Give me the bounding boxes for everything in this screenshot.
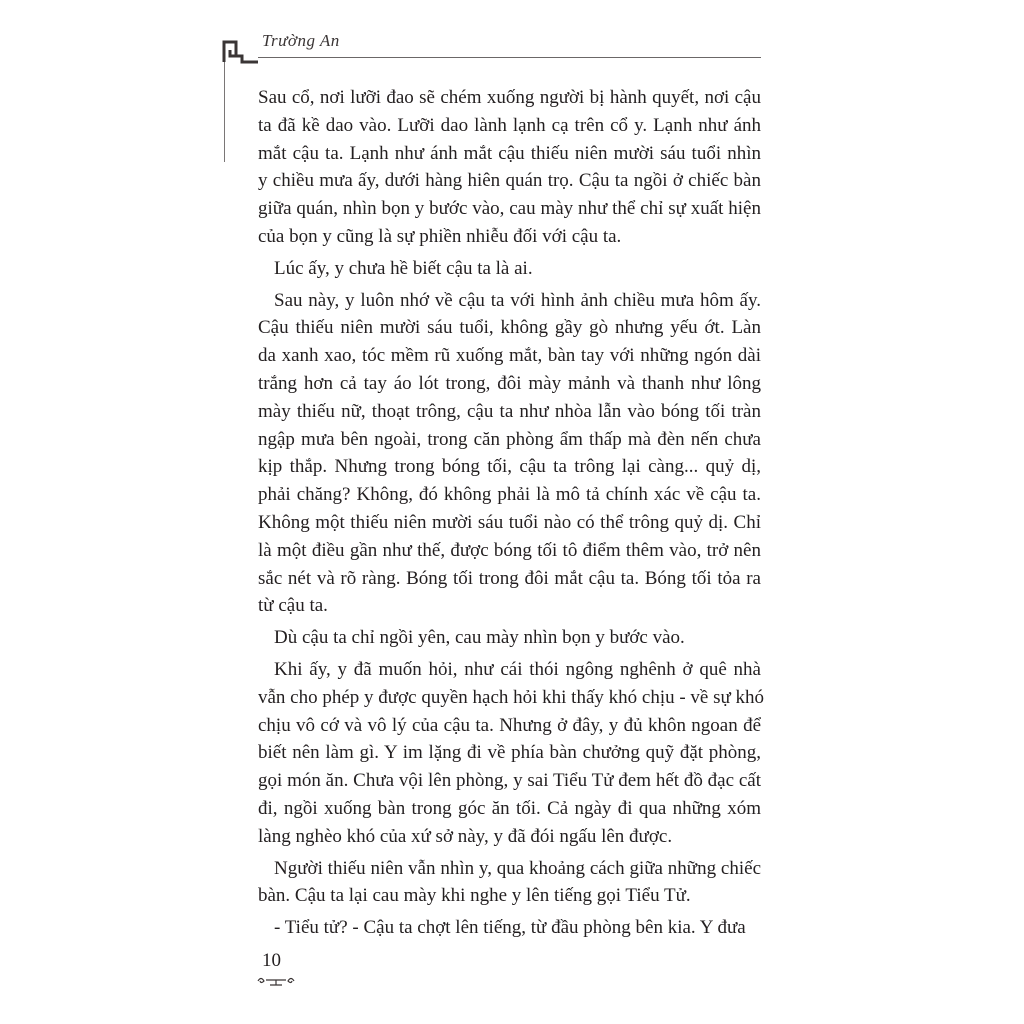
corner-ornament-icon <box>222 38 258 64</box>
text-line: Sau này, y luôn nhớ về cậu ta với hình ảnh chiều mưa hôm ấy. <box>274 289 761 311</box>
text-line: mày thiếu nữ, thoạt trông, cậu ta như nhòa lẫn vào bóng tối tràn <box>258 400 761 422</box>
text-line: của bọn y cũng là sự phiền nhiễu đối với cậu ta. <box>258 225 622 247</box>
paragraph <box>258 255 761 283</box>
header-rule <box>258 57 761 58</box>
paragraph <box>258 287 761 621</box>
text-line: làng nghèo khó của xứ sở này, y đã đói ngấu lên được. <box>258 825 673 847</box>
paragraph <box>258 84 761 251</box>
paragraph <box>258 855 761 911</box>
text-line: Khi ấy, y đã muốn hỏi, như cái thói ngông nghênh ở quê nhà <box>274 658 761 680</box>
text-line: từ cậu ta. <box>258 595 328 617</box>
text-line: y chiều mưa ấy, dưới hàng hiên quán trọ. Cậu ta ngồi ở chiếc bàn <box>258 170 761 192</box>
text-line: ta đã kề dao vào. Lưỡi dao lành lạnh cạ trên cổ y. Lạnh như ánh <box>258 114 761 136</box>
text-line: da xanh xao, tóc mềm rũ xuống mắt, bàn tay với những ngón dài <box>258 345 761 367</box>
text-line: kịp thắp. Nhưng trong bóng tối, cậu ta trông lại càng... quỷ dị, <box>258 456 761 478</box>
text-line: Người thiếu niên vẫn nhìn y, qua khoảng cách giữa những chiếc <box>274 857 761 879</box>
text-line: sắc nét và rõ ràng. Bóng tối trong đôi mắt cậu ta. Bóng tối tỏa ra <box>258 567 761 589</box>
side-rule <box>224 62 225 162</box>
paragraph <box>258 656 765 851</box>
text-line: vẫn cho phép y được quyền hạch hỏi khi thấy khó chịu - về sự khó <box>258 686 765 708</box>
text-line: Lúc ấy, y chưa hề biết cậu ta là ai. <box>274 257 533 279</box>
page-number: 10 <box>262 950 281 971</box>
running-header-title: Trường An <box>262 31 340 50</box>
text-line: Không một thiếu niên mười sáu tuổi nào có thể trông quỷ dị. Chỉ <box>258 511 761 533</box>
text-line: là một điều gần như thế, được bóng tối tô điểm thêm vào, trở nên <box>258 539 761 561</box>
page-ornament-icon <box>256 975 296 987</box>
text-line: Sau cổ, nơi lưỡi đao sẽ chém xuống người bị hành quyết, nơi cậu <box>258 87 761 108</box>
text-line: giữa quán, nhìn bọn y bước vào, cau mày như thể chỉ sự xuất hiện <box>258 198 761 220</box>
text-line: gọi món ăn. Chưa vội lên phòng, y sai Tiểu Tử đem hết đồ đạc cất <box>258 770 761 792</box>
text-line: Cậu thiếu niên mười sáu tuổi, không gầy gò nhưng yếu ớt. Làn <box>258 317 761 339</box>
text-line: - Tiểu tử? - Cậu ta chợt lên tiếng, từ đầu phòng bên kia. Y đưa <box>274 917 746 939</box>
text-line: ngập mưa bên ngoài, trong căn phòng ẩm thấp mà đèn nến chưa <box>258 428 761 450</box>
paragraph <box>258 914 761 942</box>
text-line: phải chăng? Không, đó không phải là mô tả chính xác về cậu ta. <box>258 484 761 506</box>
text-line: chịu vô cớ và vô lý của cậu ta. Nhưng ở đây, y đủ khôn ngoan để <box>258 714 761 736</box>
text-line: bàn. Cậu ta lại cau mày khi nghe y lên tiếng gọi Tiểu Tử. <box>258 885 691 907</box>
text-line: đi, ngồi xuống bàn trong góc ăn tối. Cả ngày đi qua những xóm <box>258 797 761 819</box>
text-line: trắng hơn cả tay áo lót trong, đôi mày mảnh và thanh như lông <box>258 372 761 394</box>
text-line: mắt cậu ta. Lạnh như ánh mắt cậu thiếu niên mười sáu tuổi nhìn <box>258 142 761 164</box>
text-line: Dù cậu ta chỉ ngồi yên, cau mày nhìn bọn y bước vào. <box>274 627 685 649</box>
text-line: biết nên làm gì. Y im lặng đi về phía bàn chưởng quỹ đặt phòng, <box>258 742 761 764</box>
paragraph <box>258 624 761 652</box>
body-text <box>258 84 765 946</box>
